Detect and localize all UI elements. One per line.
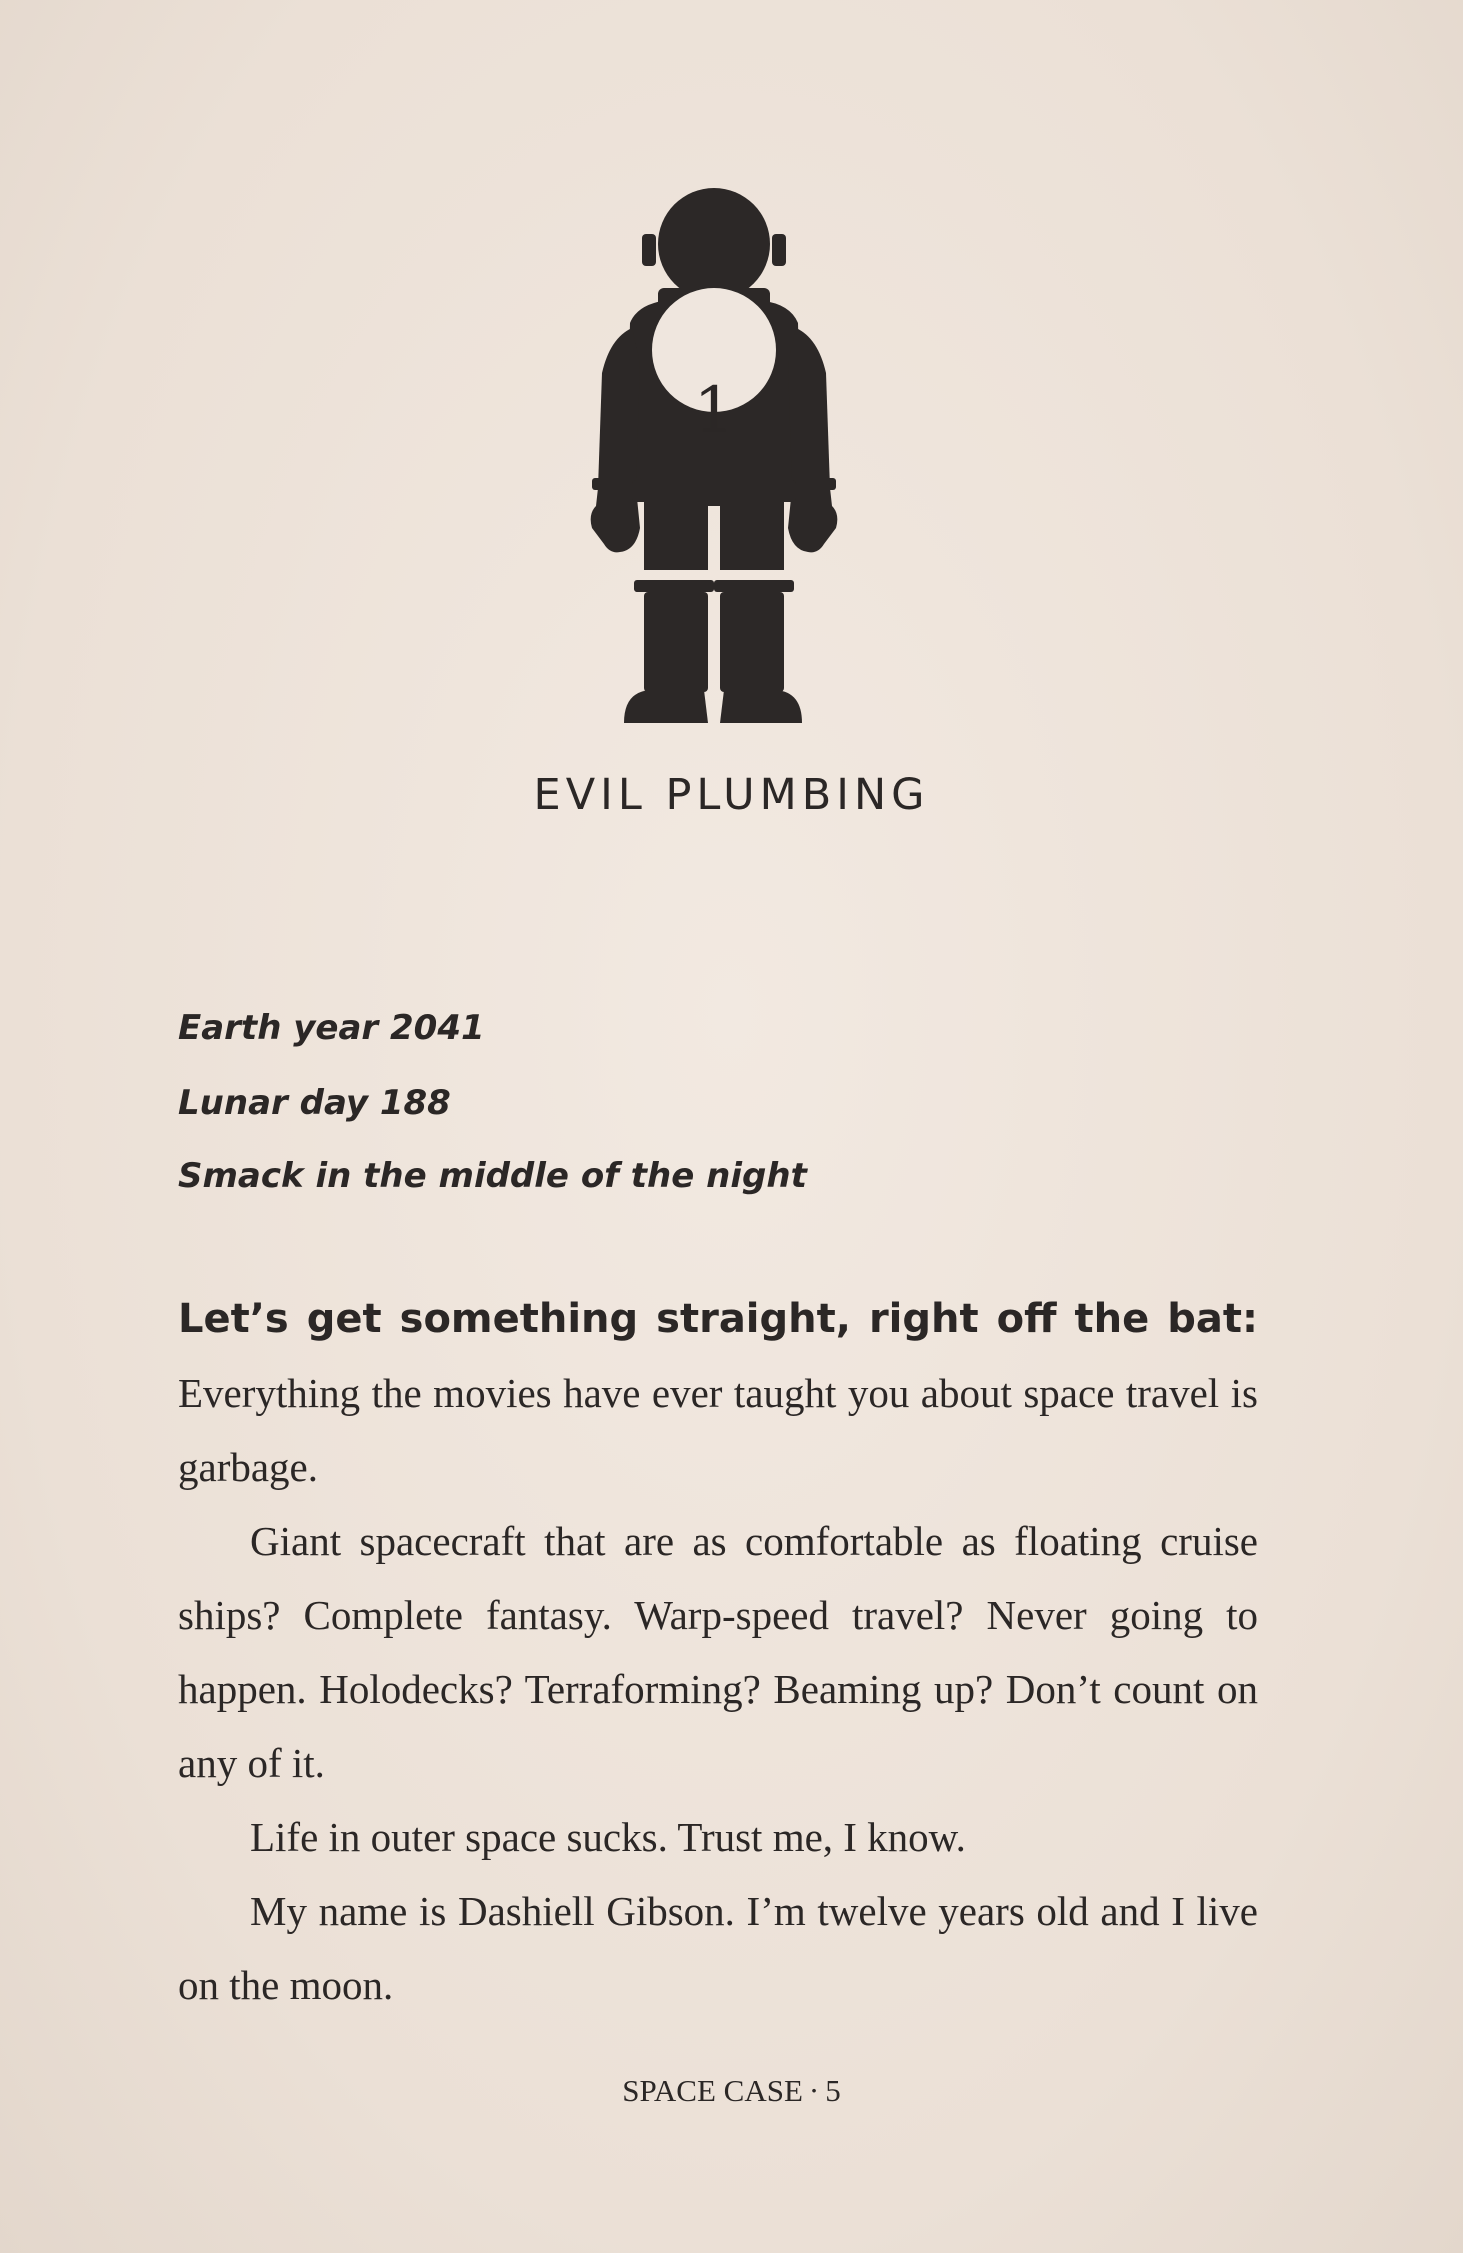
chapter-number: 1 [693, 374, 735, 448]
lead-sentence: Let’s get something straight, right off the bat: [178, 1296, 1258, 1342]
paragraph: Everything the movies have ever taught you about space travel is garbage. [178, 1370, 1258, 1490]
paragraph: My name is Dashiell Gibson. I’m twelve years old and I live on the moon. [178, 1888, 1258, 2008]
footer-separator: · [808, 2073, 820, 2108]
dateline-time: Smack in the middle of the night [178, 1156, 807, 1196]
paragraph: Giant spacecraft that are as comfortable as floating cruise ships? Complete fantasy. Warp-speed travel? Never going to happen. Holodecks? Terraforming? Beaming up? Don’t count on any of it. [178, 1518, 1258, 1786]
page-number: 5 [825, 2073, 841, 2108]
page-footer [0, 2073, 1463, 2109]
dateline-lunar-day: Lunar day 188 [178, 1083, 451, 1123]
body-text [178, 1356, 1258, 2022]
dateline-earth-year: Earth year 2041 [178, 1008, 485, 1048]
chapter-title: EVIL PLUMBING [533, 770, 930, 820]
running-title: SPACE CASE [622, 2073, 803, 2108]
paragraph: Life in outer space sucks. Trust me, I know. [250, 1814, 966, 1860]
